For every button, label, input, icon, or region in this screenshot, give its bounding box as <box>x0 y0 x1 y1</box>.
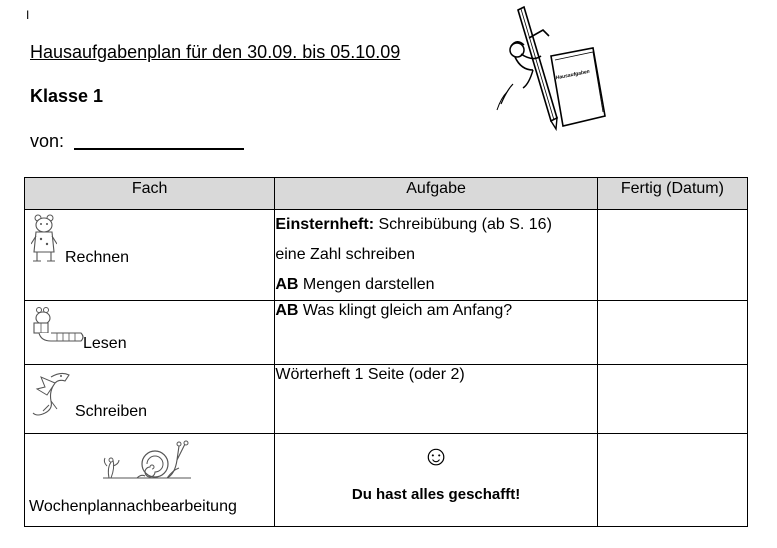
fach-cell-wochenplan <box>25 434 275 527</box>
page-title: Hausaufgabenplan für den 30.09. bis 05.10.09 <box>30 42 401 62</box>
page-marker: I <box>26 8 30 22</box>
table-header-row <box>25 178 748 210</box>
figure-with-pencil-and-notebook-icon <box>493 4 618 132</box>
done-message: Du hast alles geschafft! <box>351 486 521 503</box>
homework-table <box>24 177 748 527</box>
snail-icon <box>101 438 193 484</box>
aufgabe-cell-wochenplan <box>275 434 597 527</box>
task-line: eine Zahl schreiben <box>275 246 415 263</box>
table-row <box>25 434 748 527</box>
class-label: Klasse 1 <box>30 86 104 106</box>
fach-cell-rechnen <box>25 210 275 301</box>
column-header-fertig: Fertig (Datum) <box>597 178 747 210</box>
fach-cell-lesen <box>25 301 275 365</box>
aufgabe-cell-lesen <box>275 301 597 365</box>
column-header-aufgabe: Aufgabe <box>275 178 597 210</box>
fertig-cell-rechnen[interactable] <box>597 210 747 301</box>
fach-label-lesen: Lesen <box>83 335 127 352</box>
task-line: Einsternheft: Schreibübung (ab S. 16) <box>275 216 552 233</box>
aufgabe-cell-rechnen <box>275 210 597 301</box>
fach-label-schreiben: Schreiben <box>75 403 148 420</box>
column-header-fach: Fach <box>25 178 275 210</box>
fach-label-wochenplan: Wochenplannachbearbeitung <box>29 498 237 515</box>
von-label: von: <box>30 131 65 151</box>
fach-cell-schreiben <box>25 365 275 434</box>
task-line: Wörterheft 1 Seite (oder 2) <box>275 366 465 383</box>
table-row <box>25 301 748 365</box>
reading-worm-icon <box>31 305 85 347</box>
table-row <box>25 210 748 301</box>
notebook-label: Hausaufgaben <box>555 68 591 82</box>
smiley-icon: ☺ <box>421 440 451 471</box>
dragon-icon <box>31 369 73 421</box>
name-blank-line <box>74 148 244 150</box>
fertig-cell-wochenplan[interactable] <box>597 434 747 527</box>
fach-label-rechnen: Rechnen <box>65 249 130 266</box>
fertig-cell-lesen[interactable] <box>597 301 747 365</box>
aufgabe-cell-schreiben <box>275 365 597 434</box>
task-line: AB Mengen darstellen <box>275 276 435 293</box>
bear-doll-icon <box>31 214 57 264</box>
table-row <box>25 365 748 434</box>
task-line: AB Was klingt gleich am Anfang? <box>275 302 513 319</box>
fertig-cell-schreiben[interactable] <box>597 365 747 434</box>
